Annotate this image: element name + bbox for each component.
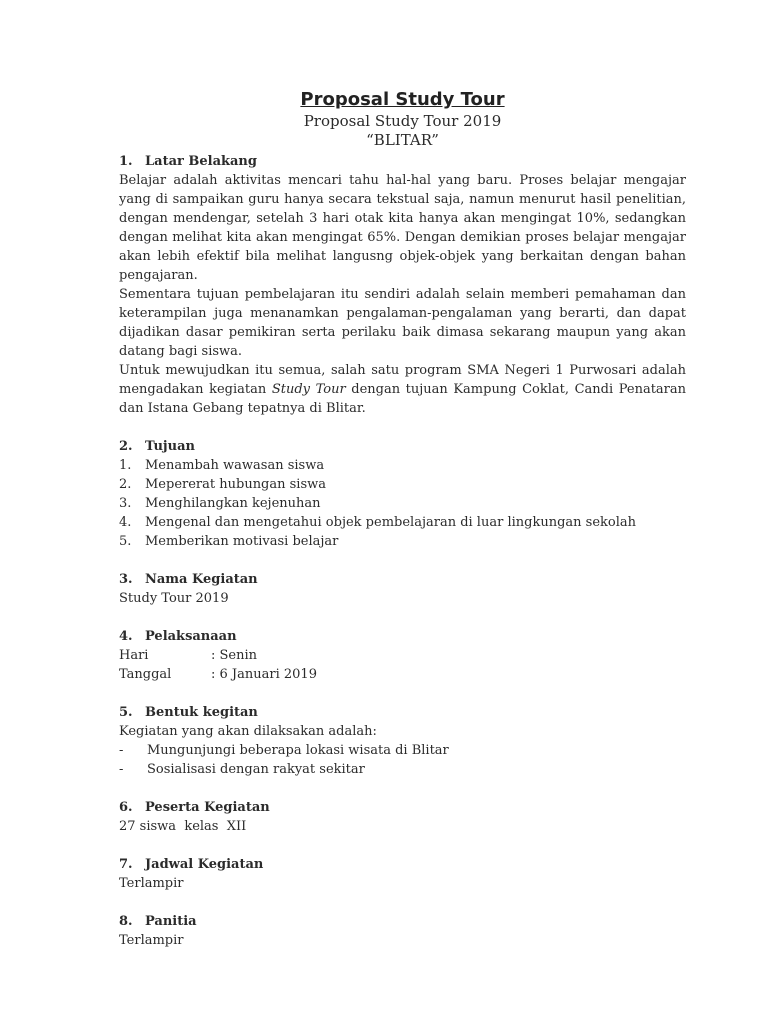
section-title: Nama Kegiatan bbox=[145, 572, 258, 587]
paragraph bbox=[119, 361, 686, 418]
list-text: Mepererat hubungan siswa bbox=[145, 477, 327, 492]
list-item bbox=[119, 475, 686, 494]
section-title: Peserta Kegiatan bbox=[145, 800, 270, 815]
list-item bbox=[119, 513, 686, 532]
list-item bbox=[119, 494, 686, 513]
section-heading-bentuk-kegiatan bbox=[119, 703, 686, 722]
list-text: Mengenal dan mengetahui objek pembelajaran di luar lingkungan sekolah bbox=[145, 515, 636, 530]
schedule-row-tanggal bbox=[119, 665, 686, 684]
section-number: 8. bbox=[119, 914, 133, 929]
section-title: Tujuan bbox=[145, 439, 195, 454]
paragraph-text: Untuk mewujudkan itu semua, salah satu program SMA Negeri 1 Purwosari adalah mengadakan kegiatan bbox=[119, 363, 686, 397]
tujuan-list bbox=[119, 456, 686, 551]
list-number: 2. bbox=[119, 477, 132, 492]
section-heading-peserta-kegiatan bbox=[119, 798, 686, 817]
section-heading-nama-kegiatan bbox=[119, 570, 686, 589]
section-number: 3. bbox=[119, 572, 133, 587]
document-body bbox=[119, 88, 686, 950]
section-text: 27 siswa kelas XII bbox=[119, 819, 247, 834]
list-text: Menghilangkan kejenuhan bbox=[145, 496, 321, 511]
list-number: 5. bbox=[119, 534, 132, 549]
document-destination: “BLITAR” bbox=[366, 131, 439, 149]
kegiatan-list bbox=[119, 741, 686, 779]
list-text: Sosialisasi dengan rakyat sekitar bbox=[147, 762, 365, 777]
section-heading-latar-belakang bbox=[119, 152, 686, 171]
section-intro: Kegiatan yang akan dilaksakan adalah: bbox=[119, 724, 377, 739]
section-text: Terlampir bbox=[119, 876, 184, 891]
section-title: Pelaksanaan bbox=[145, 629, 237, 644]
list-item bbox=[119, 741, 686, 760]
section-heading-pelaksanaan bbox=[119, 627, 686, 646]
list-text: Menambah wawasan siswa bbox=[145, 458, 325, 473]
section-heading-jadwal-kegiatan bbox=[119, 855, 686, 874]
list-item bbox=[119, 456, 686, 475]
section-title: Latar Belakang bbox=[145, 154, 257, 169]
section-number: 4. bbox=[119, 629, 133, 644]
section-number: 5. bbox=[119, 705, 133, 720]
emphasis-text: Study Tour bbox=[271, 382, 346, 397]
section-title: Panitia bbox=[145, 914, 197, 929]
field-value: : Senin bbox=[211, 648, 258, 663]
section-number: 6. bbox=[119, 800, 133, 815]
paragraph-text: dengan tujuan Kampung Coklat, Candi Penataran dan Istana Gebang tepatnya di Blitar. bbox=[119, 382, 687, 416]
field-label: Tanggal bbox=[119, 667, 172, 682]
section-number: 1. bbox=[119, 154, 133, 169]
paragraph: Belajar adalah aktivitas mencari tahu hal-hal yang baru. Proses belajar mengajar yang di sampaikan guru hanya secara tekstual saja, namun menurut hasil penelitian, dengan mendengar, setelah 3 hari otak kita hanya akan mengingat 10%, sedangkan dengan melihat kita akan mengingat 65%. Dengan demikian proses belajar mengajar akan lebih efektif bila melihat langusng objek-objek yang berkaitan dengan bahan pengajaran. bbox=[119, 173, 686, 283]
list-bullet: - bbox=[119, 762, 124, 777]
section-text: Terlampir bbox=[119, 933, 184, 948]
list-item bbox=[119, 760, 686, 779]
field-value: : 6 Januari 2019 bbox=[211, 667, 317, 682]
section-title: Jadwal Kegiatan bbox=[145, 857, 264, 872]
document-title: Proposal Study Tour bbox=[300, 89, 505, 110]
list-text: Mungunjungi beberapa lokasi wisata di Blitar bbox=[147, 743, 449, 758]
section-heading-tujuan bbox=[119, 437, 686, 456]
list-number: 4. bbox=[119, 515, 132, 530]
paragraph: Sementara tujuan pembelajaran itu sendiri adalah selain memberi pemahaman dan keterampilan juga menanamkan pengalaman-pengalaman yang berarti, dan dapat dijadikan dasar pemikiran serta perilaku baik dimasa sekarang maupun yang akan datang bagi siswa. bbox=[119, 287, 686, 359]
section-heading-panitia bbox=[119, 912, 686, 931]
section-number: 7. bbox=[119, 857, 133, 872]
list-number: 1. bbox=[119, 458, 132, 473]
list-text: Memberikan motivasi belajar bbox=[145, 534, 339, 549]
section-number: 2. bbox=[119, 439, 133, 454]
list-bullet: - bbox=[119, 743, 124, 758]
list-number: 3. bbox=[119, 496, 132, 511]
document-subtitle: Proposal Study Tour 2019 bbox=[303, 112, 502, 130]
field-label: Hari bbox=[119, 648, 149, 663]
list-item bbox=[119, 532, 686, 551]
section-text: Study Tour 2019 bbox=[119, 591, 229, 606]
section-title: Bentuk kegitan bbox=[145, 705, 258, 720]
schedule-row-hari bbox=[119, 646, 686, 665]
